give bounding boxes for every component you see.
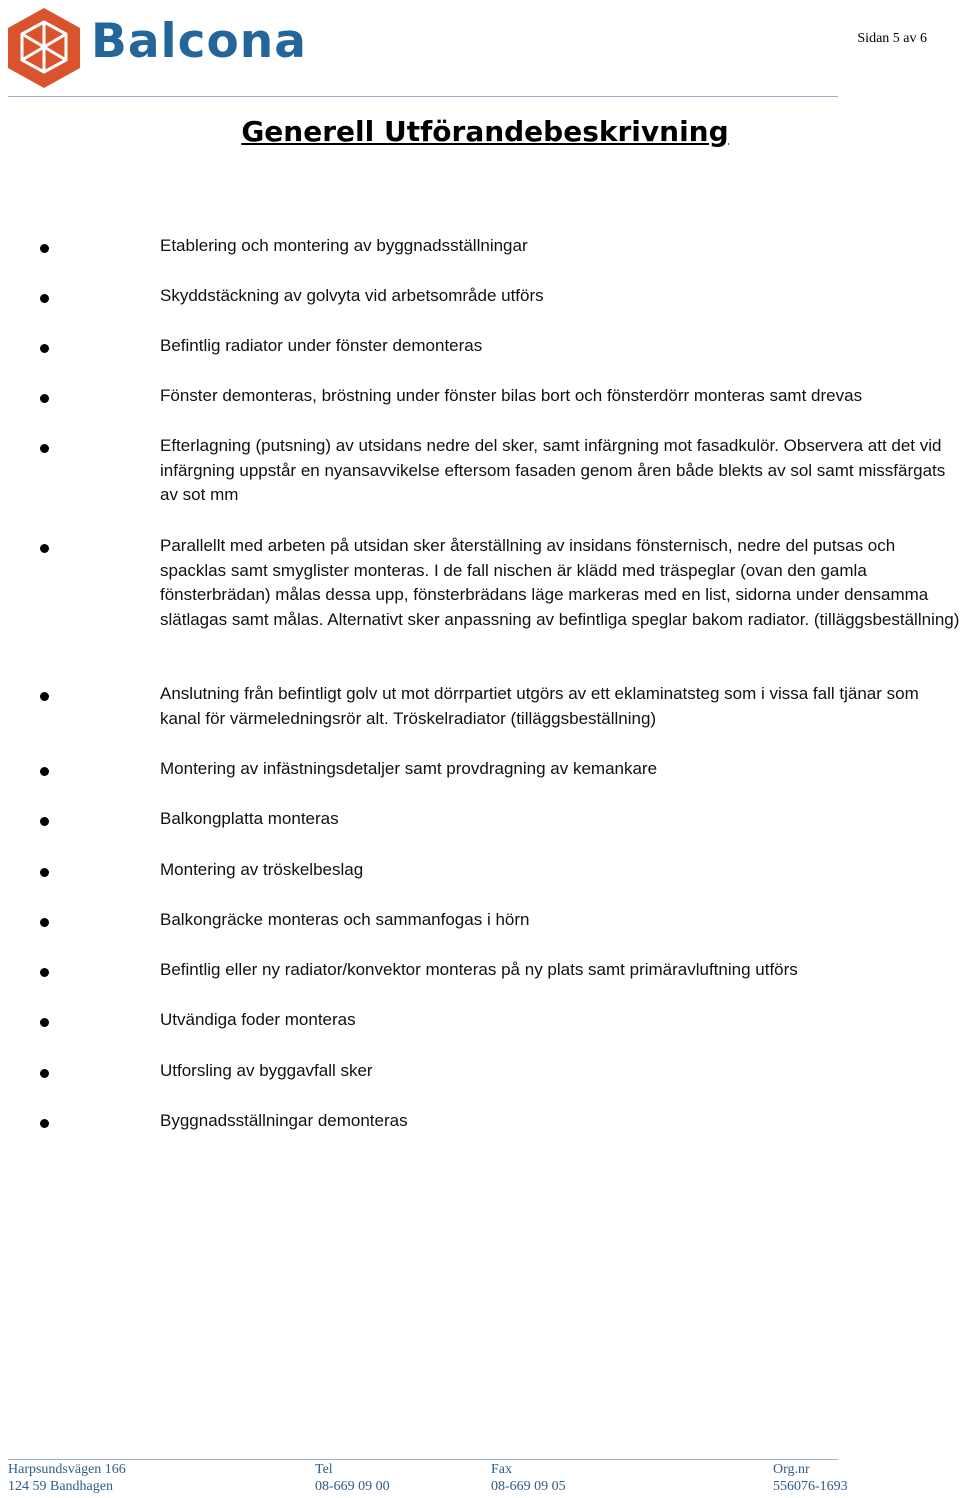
- bullet-icon: [40, 1069, 49, 1078]
- footer-address: [8, 1462, 126, 1495]
- fax-label: Fax: [491, 1462, 512, 1477]
- list-item-text: Anslutning från befintligt golv ut mot dörrpartiet utgörs av ett eklaminatsteg som i vissa fall tjänar som kanal för värmeledningsrör alt. Tröskelradiator (tilläggsbeställning): [160, 684, 919, 728]
- footer-org: [773, 1462, 848, 1495]
- bullet-icon: [40, 692, 49, 701]
- list-item-text: Efterlagning (putsning) av utsidans nedre del sker, samt infärgning mot fasadkulör. Observera att det vid infärgning uppstår en nyansavvikelse eftersom fasaden genom åren både blekts av sol samt missfärgats av sot mm: [160, 436, 946, 505]
- header-divider: [8, 96, 838, 97]
- footer-phone: [315, 1462, 390, 1495]
- bullet-icon: [40, 444, 49, 453]
- list-item-text: Utforsling av byggavfall sker: [160, 1061, 373, 1080]
- tel-label: Tel: [315, 1462, 333, 1477]
- org-label: Org.nr: [773, 1462, 810, 1477]
- brand-name: Balcona: [91, 14, 307, 69]
- document-title: Generell Utförandebeskrivning: [241, 115, 729, 148]
- bullet-icon: [40, 544, 49, 553]
- list-item-text: Etablering och montering av byggnadsställningar: [160, 236, 528, 255]
- balcona-logo-icon: [6, 6, 82, 90]
- list-item-text: Balkongplatta monteras: [160, 809, 339, 828]
- list-item-text: Byggnadsställningar demonteras: [160, 1111, 408, 1130]
- list-item-text: Befintlig radiator under fönster demonteras: [160, 336, 483, 355]
- list-item-text: Balkongräcke monteras och sammanfogas i hörn: [160, 910, 530, 929]
- bullet-icon: [40, 344, 49, 353]
- fax-value: 08-669 09 05: [491, 1478, 566, 1494]
- tel-value: 08-669 09 00: [315, 1478, 390, 1494]
- list-item-text: Parallellt med arbeten på utsidan sker återställning av insidans fönsternisch, nedre del putsas och spacklas samt smyglister monteras. I de fall nischen är klädd med träspeglar (ovan den gamla fönsterbrädan) målas dessa upp, fönsterbrädans läge markeras med en list, sidorna under densamma slätlagas samt målas. Alternativt sker anpassning av befintliga speglar bakom radiator. (tilläggsbeställning): [160, 536, 960, 630]
- org-value: 556076-1693: [773, 1478, 848, 1494]
- list-item-text: Befintlig eller ny radiator/konvektor monteras på ny plats samt primäravluftning utförs: [160, 960, 798, 979]
- address-line-2: 124 59 Bandhagen: [8, 1478, 113, 1494]
- bullet-icon: [40, 1119, 49, 1128]
- list-item-text: Fönster demonteras, bröstning under fönster bilas bort och fönsterdörr monteras samt drevas: [160, 386, 863, 405]
- address-line-1: Harpsundsvägen 166: [8, 1462, 126, 1477]
- bullet-icon: [40, 968, 49, 977]
- bullet-icon: [40, 244, 49, 253]
- bullet-icon: [40, 294, 49, 303]
- bullet-icon: [40, 1018, 49, 1027]
- page-number: Sidan 5 av 6: [857, 31, 927, 46]
- page-header: [0, 0, 960, 100]
- footer-divider: [8, 1459, 838, 1460]
- bullet-icon: [40, 918, 49, 927]
- list-item-text: Skyddstäckning av golvyta vid arbetsområde utförs: [160, 286, 544, 305]
- list-item-text: Utvändiga foder monteras: [160, 1010, 356, 1029]
- footer-fax: [491, 1462, 566, 1495]
- bullet-icon: [40, 767, 49, 776]
- list-item-text: Montering av tröskelbeslag: [160, 860, 364, 879]
- bullet-icon: [40, 868, 49, 877]
- list-item-text: Montering av infästningsdetaljer samt provdragning av kemankare: [160, 759, 658, 778]
- bullet-icon: [40, 817, 49, 826]
- bullet-icon: [40, 394, 49, 403]
